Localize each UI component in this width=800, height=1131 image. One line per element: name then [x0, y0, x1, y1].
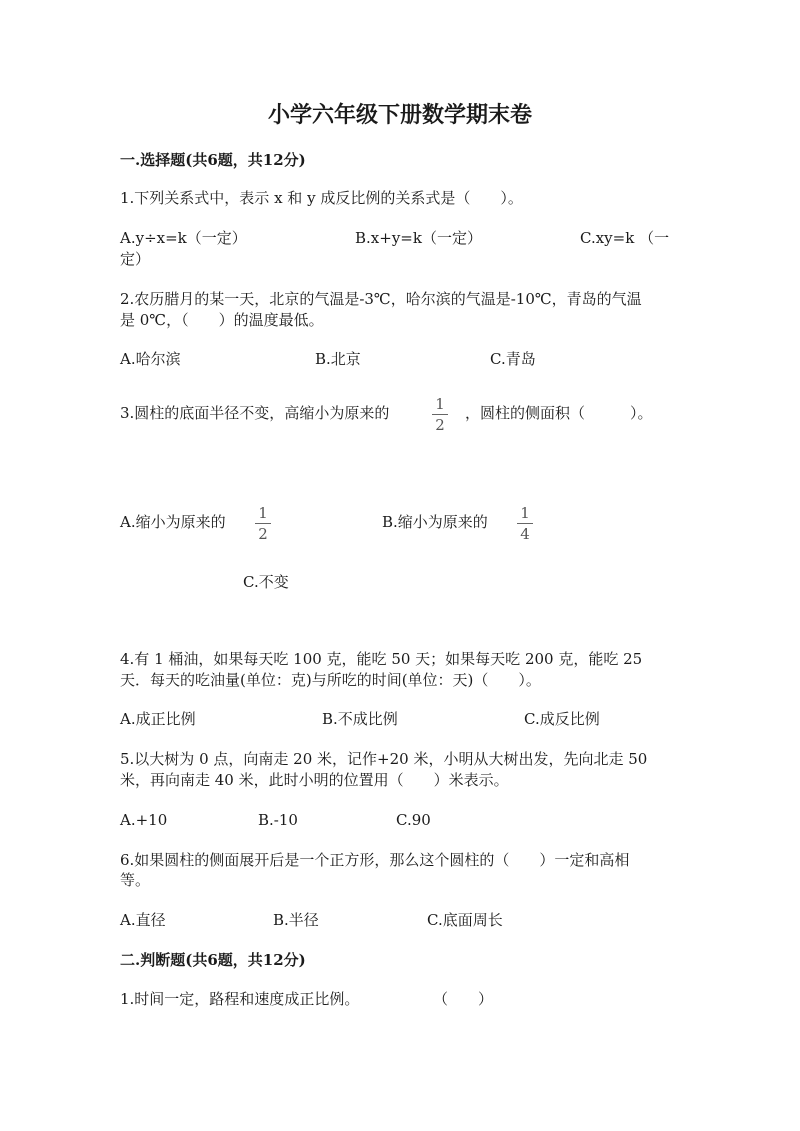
- page-title: 小学六年级下册数学期末卷: [267, 102, 532, 128]
- question-4-stem-line-1: 4.有 1 桶油，如果每天吃 100 克，能吃 50 天；如果每天吃 200 克，能吃 25: [120, 650, 643, 668]
- fraction-bar: [255, 523, 271, 524]
- question-5-stem-line-2: 米，再向南走 40 米，此时小明的位置用（ ）米表示。: [120, 771, 509, 789]
- question-3-stem: 3.圆柱的底面半径不变，高缩小为原来的: [120, 404, 390, 422]
- question-2-stem-line-2: 是 0℃，（ ）的温度最低。: [120, 311, 324, 329]
- question-2-stem-line-1: 2.农历腊月的某一天，北京的气温是-3℃，哈尔滨的气温是-10℃，青岛的气温: [120, 290, 642, 308]
- question-3-option-c: C.不变: [243, 573, 289, 591]
- fraction-denominator: 4: [520, 525, 530, 543]
- question-5-option-a: A.+10: [120, 811, 168, 829]
- question-3-option-b-fraction: [515, 505, 535, 542]
- question-2-option-c: C.青岛: [490, 350, 536, 368]
- question-1-option-c: C.xy=k （一: [580, 229, 670, 247]
- question-3-option-a: A.缩小为原来的: [120, 513, 226, 531]
- fraction-bar: [432, 414, 448, 415]
- question-6-option-c: C.底面周长: [427, 911, 503, 929]
- fraction-numerator: 1: [435, 395, 445, 413]
- question-1-option-a: A.y÷x=k（一定）: [120, 229, 247, 247]
- section-heading-true-false: 二.判断题(共6题，共12分): [120, 951, 306, 969]
- fraction-numerator: 1: [258, 504, 268, 522]
- question-6-option-b: B.半径: [273, 911, 319, 929]
- question-2-option-b: B.北京: [315, 350, 361, 368]
- question-4-option-b: B.不成比例: [322, 710, 398, 728]
- fraction-denominator: 2: [435, 416, 445, 434]
- question-2-option-a: A.哈尔滨: [120, 350, 181, 368]
- question-5-option-c: C.90: [396, 811, 431, 829]
- fraction-bar: [517, 523, 533, 524]
- judge-question-1-blank: （ ）: [433, 990, 494, 1008]
- question-1-stem: 1.下列关系式中，表示 x 和 y 成反比例的关系式是（ ）。: [120, 189, 523, 207]
- question-5-option-b: B.-10: [258, 811, 298, 829]
- question-3-stem-fraction: [430, 396, 450, 433]
- question-6-option-a: A.直径: [120, 911, 166, 929]
- judge-question-1-stem: 1.时间一定，路程和速度成正比例。: [120, 990, 360, 1008]
- question-3-option-a-fraction: [253, 505, 273, 542]
- question-1-option-b: B.x+y=k（一定）: [355, 229, 482, 247]
- question-4-stem-line-2: 天．每天的吃油量(单位：克)与所吃的时间(单位：天)（ ）。: [120, 671, 541, 689]
- question-4-option-a: A.成正比例: [120, 710, 196, 728]
- question-3-option-b: B.缩小为原来的: [382, 513, 488, 531]
- question-6-stem-line-1: 6.如果圆柱的侧面展开后是一个正方形，那么这个圆柱的（ ）一定和高相: [120, 851, 630, 869]
- section-heading-choice: 一.选择题(共6题，共12分): [120, 151, 306, 169]
- question-6-stem-line-2: 等。: [120, 871, 151, 889]
- fraction-denominator: 2: [258, 525, 268, 543]
- question-5-stem-line-1: 5.以大树为 0 点，向南走 20 米，记作+20 米，小明从大树出发，先向北走 50: [120, 750, 648, 768]
- question-1-option-c-continued: 定）: [120, 250, 151, 268]
- question-3-stem-end: ，圆柱的侧面积（ ）。: [465, 404, 653, 422]
- fraction-numerator: 1: [520, 504, 530, 522]
- question-4-option-c: C.成反比例: [524, 710, 600, 728]
